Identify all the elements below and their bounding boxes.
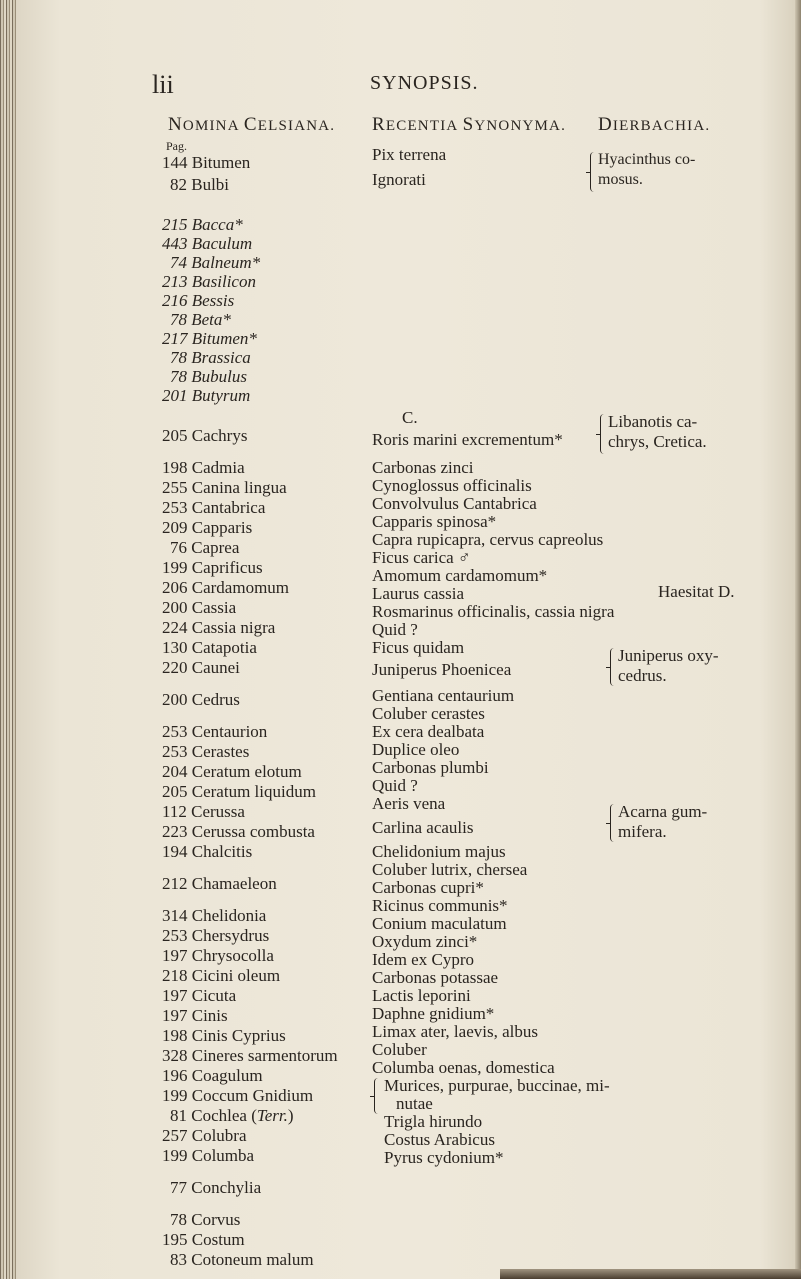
col1-entry: 314 Chelidonia [162,906,267,925]
heading-initial: S [462,114,475,135]
col1-entry: 206 Cardamomum [162,578,290,597]
col1-entry: 194 Chalcitis [162,842,253,861]
page-number: lii [152,70,174,99]
col2-entry: Cynoglossus officinalis [372,476,532,495]
col1-entry: 196 Coagulum [162,1066,263,1085]
col1-entry: 201 Butyrum [162,386,251,405]
heading-rest: ECENTIA [385,118,463,134]
col2-entry: Trigla hirundo [384,1112,483,1131]
col1-entry: 78 Beta* [170,310,231,329]
col2-entry: Coluber [372,1040,427,1059]
col1-entry: 197 Cicuta [162,986,237,1005]
col1-entry: 78 Brassica [170,348,251,367]
col2-entry: Costus Arabicus [384,1130,495,1149]
col1-entry: 130 Catapotia [162,638,257,657]
col1-entry: 212 Chamaeleon [162,874,277,893]
col2-entry: Carbonas potassae [372,968,499,987]
col1-entry: 78 Bubulus [170,367,247,386]
heading-rest: YNONYMA. [474,118,567,134]
column-heading-dierbachia [598,114,710,136]
col1-entry: 257 Colubra [162,1126,247,1145]
col1-entry: 253 Centaurion [162,722,268,741]
heading-rest: OMINA [182,118,244,134]
col3-entry: cedrus. [618,666,667,685]
col1-entry: 144 Bitumen [162,153,251,172]
col2-entry: Oxydum zinci* [372,932,478,951]
heading-initial: R [372,114,386,135]
col2-entry: Carbonas zinci [372,458,474,477]
col1-entry: 253 Cantabrica [162,498,266,517]
col3-entry: Haesitat D. [658,582,735,601]
heading-initial: N [168,114,183,135]
brace [600,414,605,454]
col3-entry: Acarna gum- [618,802,708,821]
col2-entry: Capra rupicapra, cervus capreolus [372,530,604,549]
col2-entry: Aeris vena [372,794,446,813]
col1-entry: 195 Costum [162,1230,245,1249]
col2-entry: Quid ? [372,776,418,795]
col1-entry: 198 Cadmia [162,458,245,477]
col2-entry: Coluber cerastes [372,704,485,723]
col3-entry: chrys, Cretica. [608,432,707,451]
col2-entry: Pix terrena [372,145,447,164]
col2-entry: Laurus cassia [372,584,465,603]
col2-entry: Capparis spinosa* [372,512,497,531]
col1-entry: 209 Capparis [162,518,253,537]
col1-entry: 253 Chersydrus [162,926,270,945]
col2-entry: Convolvulus Cantabrica [372,494,537,513]
col1-entry: 199 Columba [162,1146,255,1165]
col2-entry: Pyrus cydonium* [384,1148,504,1167]
col2-entry: Quid ? [372,620,418,639]
entry-text: ) [287,1106,294,1125]
col1-entry: 199 Caprificus [162,558,263,577]
entry-text: 81 Cochlea ( [170,1106,257,1125]
col2-entry: Limax ater, laevis, albus [372,1022,538,1041]
col1-entry: 200 Cedrus [162,690,240,709]
heading-rest: IERBACHIA. [612,118,711,134]
col1-entry: 224 Cassia nigra [162,618,276,637]
heading-initial: D [598,114,613,135]
col2-entry: Juniperus Phoenicea [372,660,512,679]
pag-label: Pag. [166,139,187,153]
brace [590,152,595,192]
col2-entry: Carlina acaulis [372,818,474,837]
col1-entry: 197 Cinis [162,1006,228,1025]
col2-entry: Coluber lutrix, chersea [372,860,528,879]
page-title: SYNOPSIS. [370,72,479,94]
col2-entry: Idem ex Cypro [372,950,474,969]
brace [374,1078,379,1114]
col1-entry: 197 Chrysocolla [162,946,274,965]
column-heading-nomina [168,114,335,136]
col3-entry: mosus. [598,171,643,188]
col2-entry: Gentiana centaurium [372,686,515,705]
col2-entry: Murices, purpurae, buccinae, mi- [384,1076,610,1095]
col2-entry: Daphne gnidium* [372,1004,495,1023]
col1-entry: 205 Ceratum liquidum [162,782,316,801]
col2-entry: Columba oenas, domestica [372,1058,555,1077]
book-spine-edge [0,0,16,1279]
col1-entry: 205 Cachrys [162,426,248,445]
col1-entry: 77 Conchylia [170,1178,262,1197]
col1-entry: 83 Cotoneum malum [170,1250,314,1269]
col2-entry: Conium maculatum [372,914,507,933]
page-right-edge [795,0,801,1279]
col2-entry: Duplice oleo [372,740,460,759]
col1-entry: 112 Cerussa [162,802,245,821]
col1-entry: 76 Caprea [170,538,240,557]
page-bottom-shadow [500,1269,801,1279]
col2-entry: Chelidonium majus [372,842,506,861]
col1-entry: 204 Ceratum elotum [162,762,302,781]
heading-initial: C [243,114,258,135]
col3-entry: Juniperus oxy- [618,646,719,665]
col1-entry: 443 Baculum [162,234,253,253]
col1-entry: 198 Cinis Cyprius [162,1026,286,1045]
col1-entry: 253 Cerastes [162,742,250,761]
col2-entry: Rosmarinus officinalis, cassia nigra [372,602,615,621]
col1-entry: 217 Bitumen* [162,329,257,348]
col2-entry: Carbonas plumbi [372,758,489,777]
col1-entry: 220 Caunei [162,658,240,677]
col1-entry: 199 Coccum Gnidium [162,1086,314,1105]
col3-entry: Libanotis ca- [608,412,698,431]
col2-entry: nutae [396,1094,433,1113]
col2-entry: Lactis leporini [372,986,471,1005]
col2-entry: Ficus quidam [372,638,465,657]
col2-entry: Ignorati [372,170,426,189]
col2-entry: Amomum cardamomum* [372,566,548,585]
col1-entry: 215 Bacca* [162,215,243,234]
col1-entry: 200 Cassia [162,598,237,617]
col1-entry: 218 Cicini oleum [162,966,281,985]
col3-entry: mifera. [618,822,667,841]
col1-entry: 213 Basilicon [162,272,256,291]
col1-entry: 82 Bulbi [170,175,230,194]
col1-entry-cochlea [170,1106,294,1126]
brace [610,648,615,686]
col2-entry: Ricinus communis* [372,896,508,915]
col2-entry: C. [402,408,418,427]
column-heading-recentia [372,114,566,136]
col2-entry: Carbonas cupri* [372,878,484,897]
heading-rest: ELSIANA. [257,118,336,134]
col2-entry: Roris marini excrementum* [372,430,563,449]
col1-entry: 255 Canina lingua [162,478,287,497]
col1-entry: 223 Cerussa combusta [162,822,315,841]
col1-entry: 74 Balneum* [170,253,261,272]
col1-entry: 216 Bessis [162,291,235,310]
col2-entry: Ex cera dealbata [372,722,485,741]
col1-entry: 78 Corvus [170,1210,241,1229]
entry-abbrev: Terr. [256,1106,288,1125]
brace [610,804,615,842]
col3-entry: Hyacinthus co- [598,151,696,168]
col1-entry: 328 Cineres sarmentorum [162,1046,338,1065]
col2-entry: Ficus carica ♂ [372,548,471,567]
